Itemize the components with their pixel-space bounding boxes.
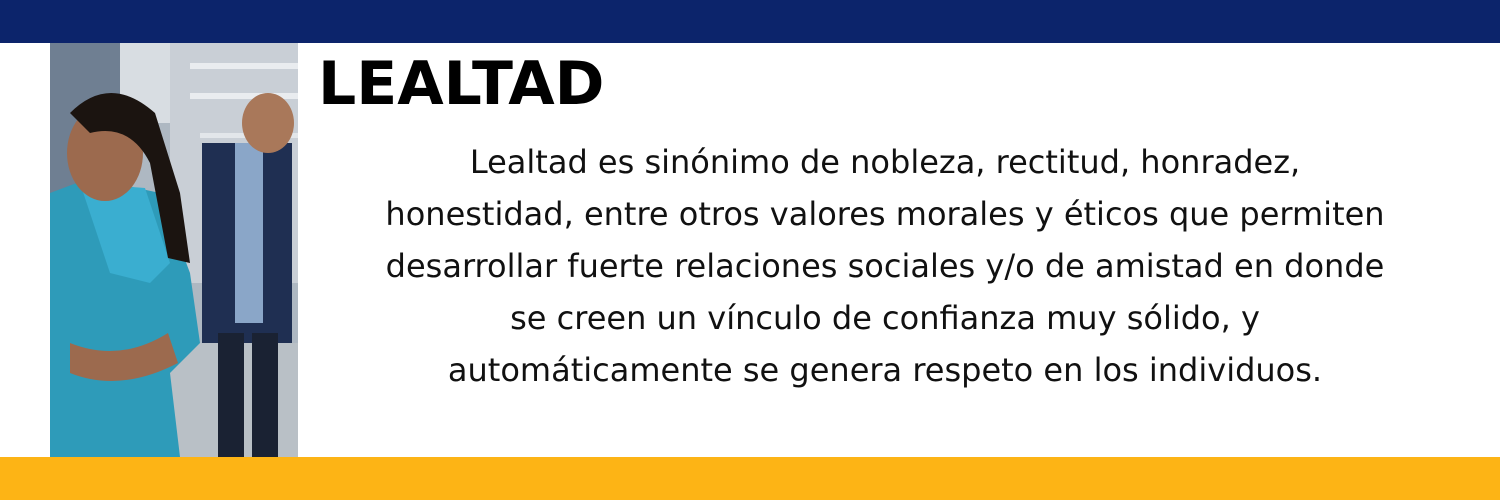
lealtad-description: Lealtad es sinónimo de nobleza, rectitud, honradez, honestidad, entre otros valores morales y éticos que permiten desarrollar fuerte relaciones sociales y/o de amistad en donde se creen un vínculo de confianza muy sólido, y automáticamente se genera respeto en los individuos. (385, 143, 1385, 389)
workers-photo-illustration (50, 43, 298, 457)
workers-photo (50, 43, 298, 457)
bottom-color-band (0, 457, 1500, 500)
page-title: LEALTAD (318, 49, 605, 119)
top-color-band (0, 0, 1500, 43)
